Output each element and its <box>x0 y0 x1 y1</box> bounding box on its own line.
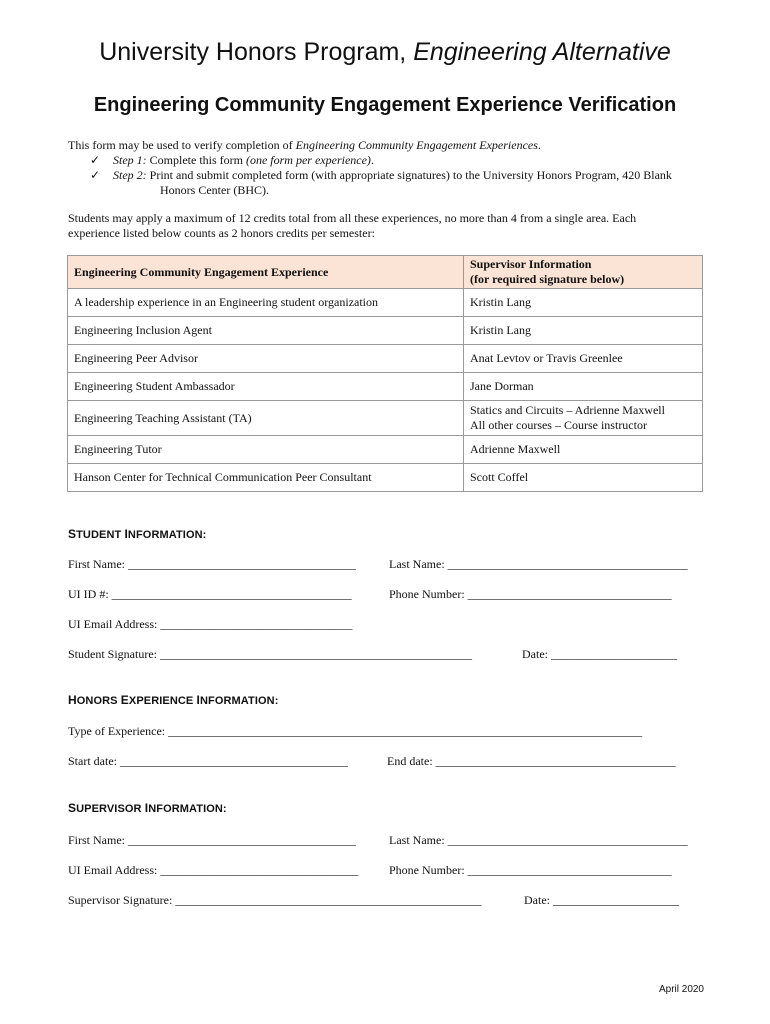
footer-date: April 2020 <box>658 984 704 995</box>
experience-table <box>67 255 703 492</box>
supervisor-first-name-field[interactable]: First Name: ______________________________________ <box>68 833 356 847</box>
experience-cell: Engineering Tutor <box>68 436 464 464</box>
header-experience: Engineering Community Engagement Experience <box>68 256 464 289</box>
experience-cell: Engineering Peer Advisor <box>68 345 464 373</box>
heading-rest: XPERIENCE <box>128 695 197 707</box>
supervisor-last-name-field[interactable]: Last Name: ________________________________________ <box>389 833 688 847</box>
heading-rest: UPERVISOR <box>76 803 145 815</box>
step-1-text: Complete this form <box>146 153 246 167</box>
heading-rest: NFORMATION: <box>127 529 207 541</box>
heading-cap: S <box>68 527 77 541</box>
supervisor-cell <box>464 401 703 436</box>
header-supervisor <box>464 256 703 289</box>
student-phone-field[interactable]: Phone Number: __________________________________ <box>389 587 672 601</box>
supervisor-cell: Kristin Lang <box>464 317 703 345</box>
step-2-continued: Honors Center (BHC). <box>160 183 269 197</box>
check-icon: ✓ <box>90 153 101 167</box>
credits-line-1: Students may apply a maximum of 12 credits total from all these experiences, no more than 4 from a single area. Each <box>68 211 637 225</box>
supervisor-cell: Anat Levtov or Travis Greenlee <box>464 345 703 373</box>
supervisor-cell: Adrienne Maxwell <box>464 436 703 464</box>
table-row <box>68 345 703 373</box>
end-date-field[interactable]: End date: ________________________________________ <box>387 754 676 768</box>
heading-rest: NFORMATION: <box>199 695 279 707</box>
title-italic: Engineering Alternative <box>413 38 671 66</box>
credits-paragraph <box>68 211 708 241</box>
step-1-italic: (one form per experience) <box>245 153 371 167</box>
step-1 <box>68 153 708 168</box>
supervisor-cell: Scott Coffel <box>464 464 703 492</box>
step-2-label: Step 2: <box>113 168 147 182</box>
table-row <box>68 317 703 345</box>
student-ui-id-field[interactable]: UI ID #: ________________________________________ <box>68 587 352 601</box>
heading-cap: H <box>68 693 77 707</box>
experience-type-field[interactable]: Type of Experience: _______________________________________________________________________________ <box>68 724 643 738</box>
heading-cap: I <box>124 527 128 541</box>
supervisor-cell: Jane Dorman <box>464 373 703 401</box>
check-icon: ✓ <box>90 168 101 182</box>
supervisor-info-heading <box>68 801 227 815</box>
heading-cap: I <box>196 693 200 707</box>
table-row <box>68 373 703 401</box>
heading-cap: I <box>144 801 149 815</box>
student-signature-field[interactable]: Student Signature: ____________________________________________________ <box>68 647 472 661</box>
start-date-field[interactable]: Start date: ______________________________________ <box>68 754 348 768</box>
intro-line-italic: Engineering Community Engagement Experiences <box>295 138 538 152</box>
step-2-text: Print and submit completed form (with appropriate signatures) to the University Honors Program, 420 Blank <box>146 168 672 182</box>
supervisor-line1: Statics and Circuits – Adrienne Maxwell <box>470 403 665 417</box>
table-row <box>68 401 703 436</box>
experience-cell: Engineering Inclusion Agent <box>68 317 464 345</box>
heading-rest: ONORS <box>76 695 121 707</box>
student-last-name-field[interactable]: Last Name: ________________________________________ <box>389 557 688 571</box>
step-1-post: . <box>370 153 374 167</box>
header-supervisor-line1: Supervisor Information <box>470 257 592 271</box>
supervisor-signature-field[interactable]: Supervisor Signature: ___________________________________________________ <box>68 893 482 907</box>
supervisor-date-field[interactable]: Date: _____________________ <box>524 893 679 907</box>
experience-cell: A leadership experience in an Engineering student organization <box>68 289 464 317</box>
honors-info-heading <box>68 693 278 707</box>
form-subtitle: Engineering Community Engagement Experience Verification <box>93 94 677 116</box>
table-row <box>68 464 703 492</box>
table-row <box>68 289 703 317</box>
title-main: University Honors Program, <box>99 38 414 66</box>
credits-line-2: experience listed below counts as 2 honors credits per semester: <box>68 226 375 240</box>
heading-cap: S <box>68 801 77 815</box>
student-email-field[interactable]: UI Email Address: ________________________________ <box>68 617 353 631</box>
intro-line-text: This form may be used to verify completion of <box>68 138 296 152</box>
intro-line <box>68 138 708 153</box>
intro-text <box>68 138 708 198</box>
supervisor-line2: All other courses – Course instructor <box>470 418 647 432</box>
supervisor-phone-field[interactable]: Phone Number: __________________________________ <box>389 863 672 877</box>
heading-rest: TUDENT <box>76 529 125 541</box>
experience-cell: Hanson Center for Technical Communication Peer Consultant <box>68 464 464 492</box>
header-supervisor-line2: (for required signature below) <box>470 272 625 286</box>
heading-cap: E <box>120 693 129 707</box>
supervisor-cell: Kristin Lang <box>464 289 703 317</box>
heading-rest: NFORMATION: <box>148 803 227 815</box>
supervisor-email-field[interactable]: UI Email Address: _________________________________ <box>68 863 359 877</box>
intro-line-post: . <box>537 138 541 152</box>
student-date-field[interactable]: Date: _____________________ <box>522 647 677 661</box>
student-first-name-field[interactable]: First Name: ______________________________________ <box>68 557 356 571</box>
step-2 <box>68 168 708 183</box>
step-1-label: Step 1: <box>113 153 147 167</box>
table-row <box>68 436 703 464</box>
experience-cell: Engineering Student Ambassador <box>68 373 464 401</box>
page-title <box>0 38 770 67</box>
experience-cell: Engineering Teaching Assistant (TA) <box>68 401 464 436</box>
student-info-heading <box>68 527 206 541</box>
table-header-row <box>68 256 703 289</box>
